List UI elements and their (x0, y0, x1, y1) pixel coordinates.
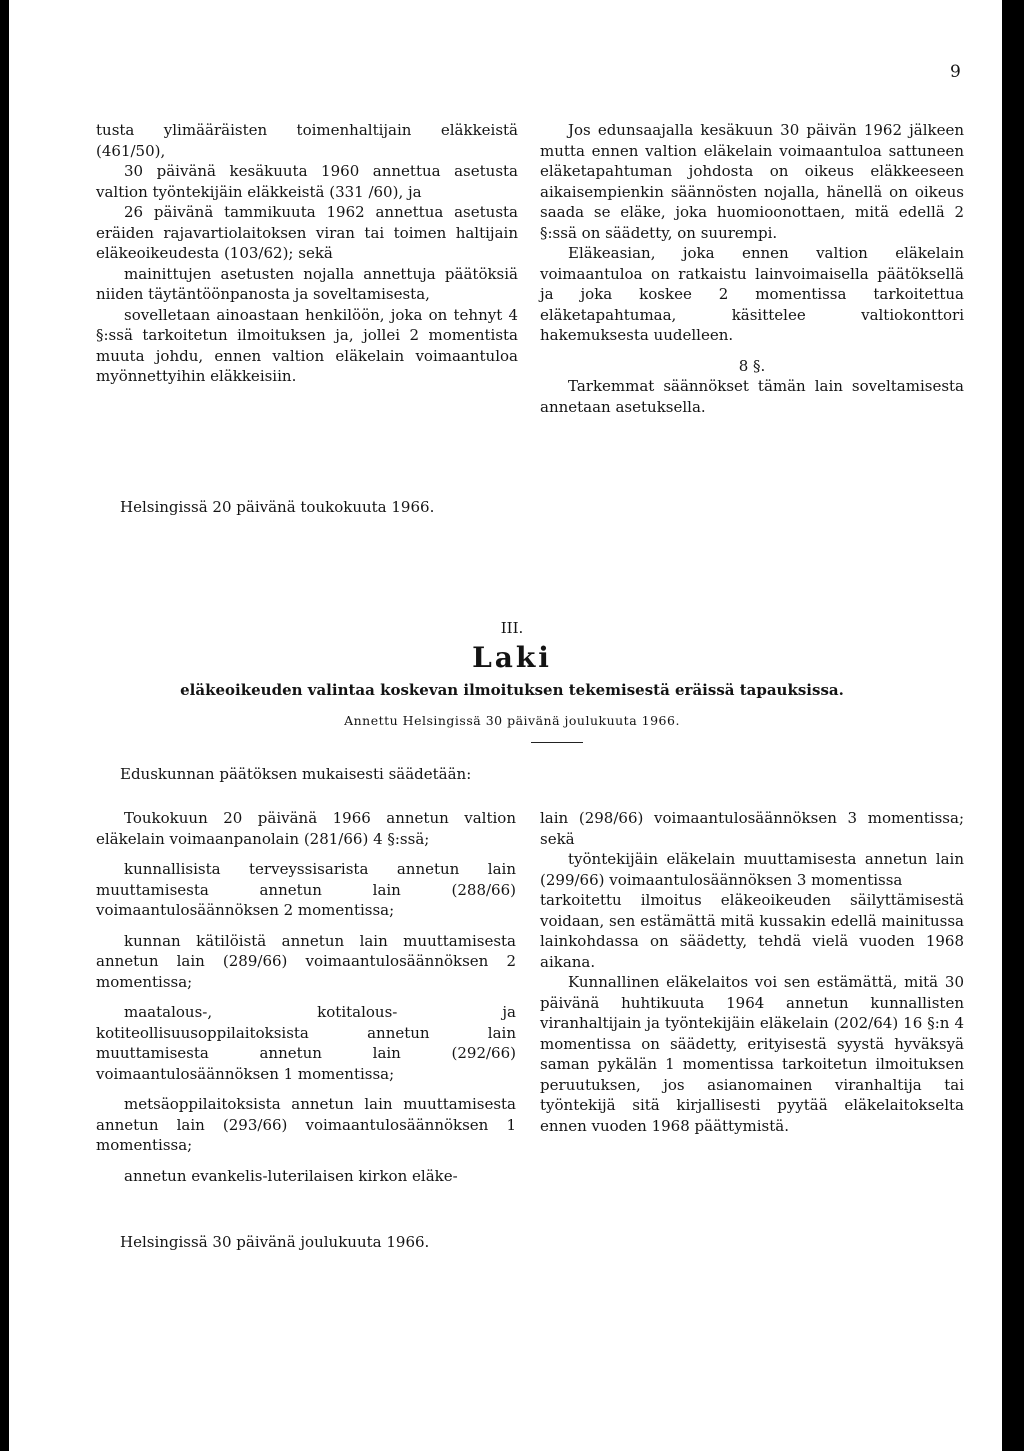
paragraph: 26 päivänä tammikuuta 1962 annettua asetusta eräiden rajavartiolaitoksen viran tai toimen haltijain eläkeoikeudesta (103/62); sekä (96, 203, 518, 262)
signature-line: Helsingissä 30 päivänä joulukuuta 1966. (120, 1233, 430, 1251)
paragraph: sovelletaan ainoastaan henkilöön, joka on tehnyt 4 §:ssä tarkoitetun ilmoituksen ja, jollei 2 momentista muuta johdu, ennen valtion eläkelain voimaantuloa myönnettyihin eläkkeisiin. (96, 305, 518, 385)
paragraph: lain (298/66) voimaantulosäännöksen 3 momentissa; sekä (540, 809, 964, 848)
law-subtitle: eläkeoikeuden valintaa koskevan ilmoituksen tekemisestä eräissä tapauksissa. (180, 681, 844, 699)
paragraph: kunnan kätilöistä annetun lain muuttamisesta annetun lain (289/66) voimaantulosäännöksen 2 momentissa; (96, 931, 516, 991)
paragraph: Kunnallinen eläkelaitos voi sen estämättä, mitä 30 päivänä huhtikuuta 1964 annetun kunnallisten viranhaltijain ja työntekijäin eläkelain (202/64) 16 §:n 4 momentissa on säädetty, erityisestä syystä hyväksyä saman pykälän 1 momentissa tarkoitetun ilmoituksen peruutuksen, jos asianomainen viranhaltija tai työntekijä sitä kirjallisesti pyytää eläkelaitokselta ennen vuoden 1968 päättymistä. (540, 973, 964, 1135)
paragraph: tusta ylimääräisten toimenhaltijain eläkkeistä (461/50), (96, 121, 518, 160)
bottom-left-column (96, 808, 516, 1186)
paragraph: tarkoitettu ilmoitus eläkeoikeuden säilyttämisestä voidaan, sen estämättä mitä kussakin edellä mainitussa lainkohdassa on säädetty, tehdä vielä vuoden 1968 aikana. (540, 891, 964, 971)
law-number: III. (500, 619, 524, 637)
signature-line: Helsingissä 20 päivänä toukokuuta 1966. (120, 498, 435, 516)
top-right-column (540, 120, 964, 417)
paragraph: työntekijäin eläkelain muuttamisesta annetun lain (299/66) voimaantulosäännöksen 3 momentissa (540, 850, 964, 889)
paragraph: Eläkeasian, joka ennen valtion eläkelain voimaantuloa on ratkaistu lainvoimaisella päätöksellä ja joka koskee 2 momentissa tarkoitettua eläketapahtumaa, käsittelee valtiokonttori hakemuksesta uudelleen. (540, 244, 964, 344)
paragraph: Toukokuun 20 päivänä 1966 annetun valtion eläkelain voimaanpanolain (281/66) 4 §:ssä; (96, 809, 516, 848)
law-given-date: Annettu Helsingissä 30 päivänä joulukuuta 1966. (344, 713, 680, 728)
paragraph: Jos edunsaajalla kesäkuun 30 päivän 1962 jälkeen mutta ennen valtion eläkelain voimaantuloa sattuneen eläketapahtuman johdosta on oikeus eläkkeeseen aikaisempienkin säännösten nojalla, hänellä on oikeus saada se eläke, joka huomioonottaen, mitä edellä 2 §:ssä on säädetty, on suurempi. (540, 121, 964, 242)
paragraph: kunnallisista terveyssisarista annetun lain muuttamisesta annetun lain (288/66) voimaantulosäännöksen 2 momentissa; (96, 860, 516, 919)
page-number: 9 (950, 62, 961, 82)
bottom-right-column (540, 808, 964, 1136)
paragraph: Tarkemmat säännökset tämän lain soveltamisesta annetaan asetuksella. (540, 377, 964, 416)
section-heading: 8 §. (738, 356, 766, 375)
divider (531, 742, 583, 743)
law-title: Laki (472, 641, 552, 674)
paragraph: mainittujen asetusten nojalla annettuja päätöksiä niiden täytäntöönpanosta ja soveltamisesta, (96, 264, 518, 303)
top-left-column (96, 120, 518, 387)
paragraph: 30 päivänä kesäkuuta 1960 annettua asetusta valtion työntekijäin eläkkeistä (331 /60), ja (96, 162, 518, 201)
paragraph: metsäoppilaitoksista annetun lain muuttamisesta annetun lain (293/66) voimaantulosäännöksen 1 momentissa; (96, 1095, 516, 1154)
enactment-clause: Eduskunnan päätöksen mukaisesti säädetään: (120, 765, 472, 783)
paragraph: maatalous-, kotitalous- ja kotiteollisuusoppilaitoksista annetun lain muuttamisesta annetun lain (292/66) voimaantulosäännöksen 1 momentissa; (96, 1003, 516, 1083)
paragraph: annetun evankelis-luterilaisen kirkon eläke- (124, 1166, 458, 1185)
